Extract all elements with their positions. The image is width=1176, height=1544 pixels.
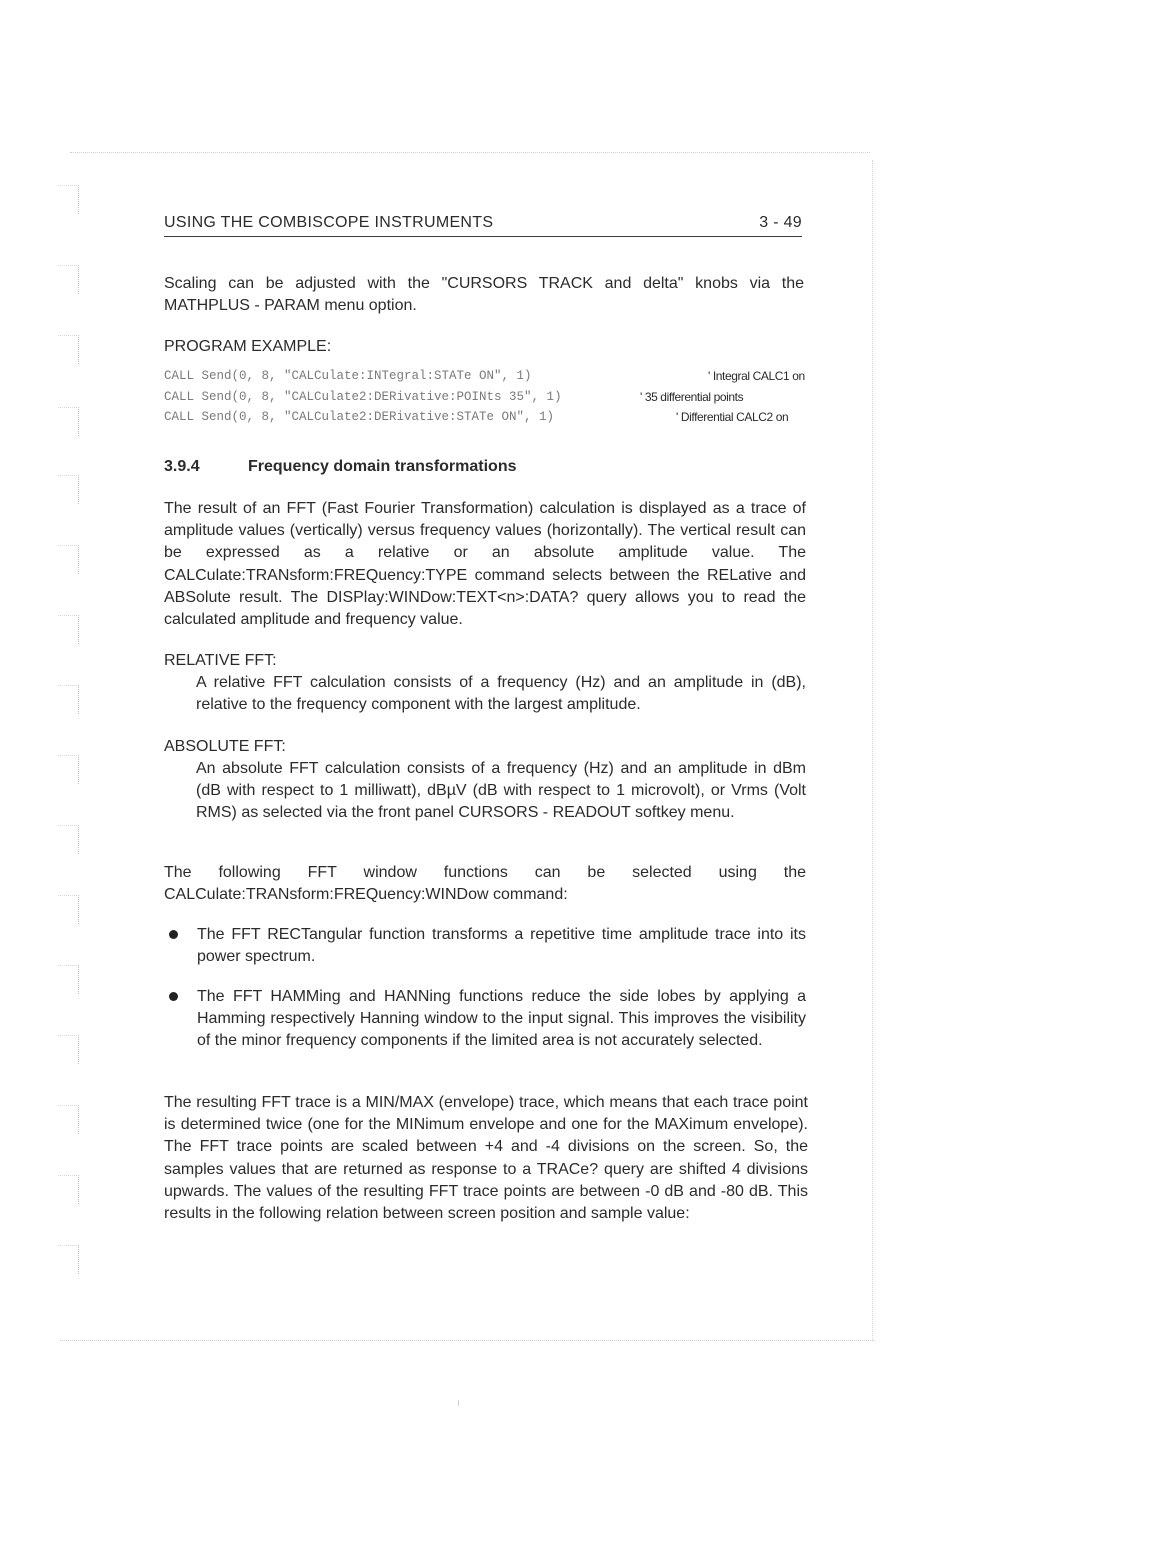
- scan-edge-top: [70, 152, 870, 153]
- running-header: [164, 214, 802, 237]
- absolute-fft-label: ABSOLUTE FFT:: [164, 738, 286, 755]
- scan-edge-right: [872, 160, 873, 1340]
- relative-fft-text: A relative FFT calculation consists of a frequency (Hz) and an amplitude in (dB), relative to the frequency component with the largest amplitude.: [196, 674, 806, 714]
- bullet-icon: [169, 930, 178, 939]
- absolute-fft-text: An absolute FFT calculation consists of a frequency (Hz) and an amplitude in dBm (dB with respect to 1 milliwatt), dBµV (dB with respect to 1 microvolt), or Vrms (Volt RMS) as selected via the front panel CURSORS - READOUT softkey menu.: [196, 760, 806, 822]
- code-line: [164, 410, 804, 430]
- code-command: CALL Send(0, 8, "CALCulate2:DERivative:POINts 35", 1): [164, 390, 562, 404]
- section-title: Frequency domain transformations: [248, 458, 517, 475]
- code-command: CALL Send(0, 8, "CALCulate:INTegral:STATe ON", 1): [164, 369, 532, 383]
- binder-holes: [58, 185, 88, 1305]
- section-heading: [164, 458, 517, 476]
- code-comment: ' Integral CALC1 on: [708, 369, 805, 383]
- list-item-text: The FFT RECTangular function transforms a repetitive time amplitude trace into its power spectrum.: [197, 926, 806, 966]
- code-line: [164, 369, 804, 389]
- window-intro-paragraph: The following FFT window functions can be selected using the CALCulate:TRANsform:FREQuency:WINDow command:: [164, 864, 806, 904]
- scan-edge-bottom: [60, 1340, 875, 1341]
- scan-speck: [458, 1400, 459, 1406]
- intro-paragraph: Scaling can be adjusted with the "CURSORS TRACK and delta" knobs via the MATHPLUS - PARAM menu option.: [164, 275, 804, 315]
- closing-paragraph: The resulting FFT trace is a MIN/MAX (envelope) trace, which means that each trace point is determined twice (one for the MINimum envelope and one for the MAXimum envelope). The FFT trace points are scaled between +4 and -4 divisions on the screen. So, the samples values that are returned as response to a TRACe? query are shifted 4 divisions upwards. The values of the resulting FFT trace points are between -0 dB and -80 dB. This results in the following relation between screen position and sample value:: [164, 1094, 808, 1223]
- code-command: CALL Send(0, 8, "CALCulate2:DERivative:STATe ON", 1): [164, 410, 555, 424]
- code-line: [164, 390, 804, 410]
- fft-intro-paragraph: The result of an FFT (Fast Fourier Transformation) calculation is displayed as a trace of amplitude values (vertically) versus frequency values (horizontally). The vertical result can be expressed as a relative or an absolute amplitude value. The CALCulate:TRANsform:FREQuency:TYPE command selects between the RELative and ABSolute result. The DISPlay:WINDow:TEXT<n>:DATA? query allows you to read the calculated amplitude and frequency value.: [164, 500, 806, 629]
- list-item-text: The FFT HAMMing and HANNing functions reduce the side lobes by applying a Hamming respectively Hanning window to the input signal. This improves the visibility of the minor frequency components if the limited area is not accurately selected.: [197, 988, 806, 1050]
- header-title: USING THE COMBISCOPE INSTRUMENTS: [164, 214, 494, 231]
- program-example-label: PROGRAM EXAMPLE:: [164, 338, 332, 355]
- bullet-icon: [169, 992, 178, 1001]
- section-number: 3.9.4: [164, 458, 200, 475]
- relative-fft-label: RELATIVE FFT:: [164, 652, 277, 669]
- code-comment: ' Differential CALC2 on: [676, 410, 789, 424]
- page-number: 3 - 49: [759, 214, 802, 231]
- code-comment: ' 35 differential points: [640, 390, 744, 404]
